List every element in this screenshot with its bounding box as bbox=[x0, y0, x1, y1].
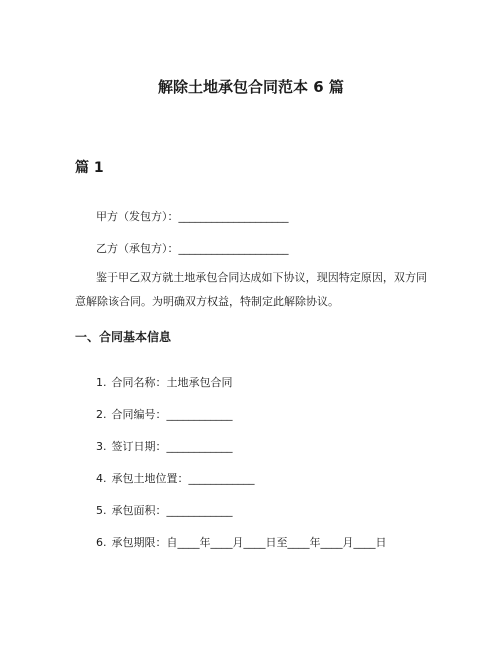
list-item-text: 承包土地位置：____________ bbox=[111, 472, 255, 485]
list-item-number: 5. bbox=[96, 504, 107, 517]
list-item-text: 合同名称：土地承包合同 bbox=[111, 376, 233, 389]
subsection-heading: 一、合同基本信息 bbox=[75, 330, 172, 344]
list-item-number: 6. bbox=[96, 536, 107, 549]
list-item-number: 3. bbox=[96, 440, 107, 453]
list-item bbox=[96, 407, 233, 423]
section-heading: 篇 1 bbox=[75, 160, 104, 176]
list-item-text: 签订日期：____________ bbox=[111, 440, 233, 453]
list-item bbox=[96, 535, 387, 551]
party-a-line: 甲方（发包方）：____________________ bbox=[96, 210, 289, 223]
list-item bbox=[96, 439, 233, 455]
document-title: 解除土地承包合同范本 6 篇 bbox=[158, 78, 344, 96]
party-b-line: 乙方（承包方）：____________________ bbox=[96, 242, 289, 255]
list-item bbox=[96, 375, 233, 391]
list-item-number: 1. bbox=[96, 376, 107, 389]
list-item-text: 承包期限：自____年____月____日至____年____月____日 bbox=[111, 536, 387, 549]
list-item bbox=[96, 471, 255, 487]
list-item-number: 4. bbox=[96, 472, 107, 485]
list-item-number: 2. bbox=[96, 408, 107, 421]
list-item-text: 承包面积：____________ bbox=[111, 504, 233, 517]
intro-paragraph: 鉴于甲乙双方就土地承包合同达成如下协议，现因特定原因，双方同意解除该合同。为明确双方权益，特制定此解除协议。 bbox=[75, 271, 427, 308]
list-item-text: 合同编号：____________ bbox=[111, 408, 233, 421]
list-item bbox=[96, 503, 233, 519]
